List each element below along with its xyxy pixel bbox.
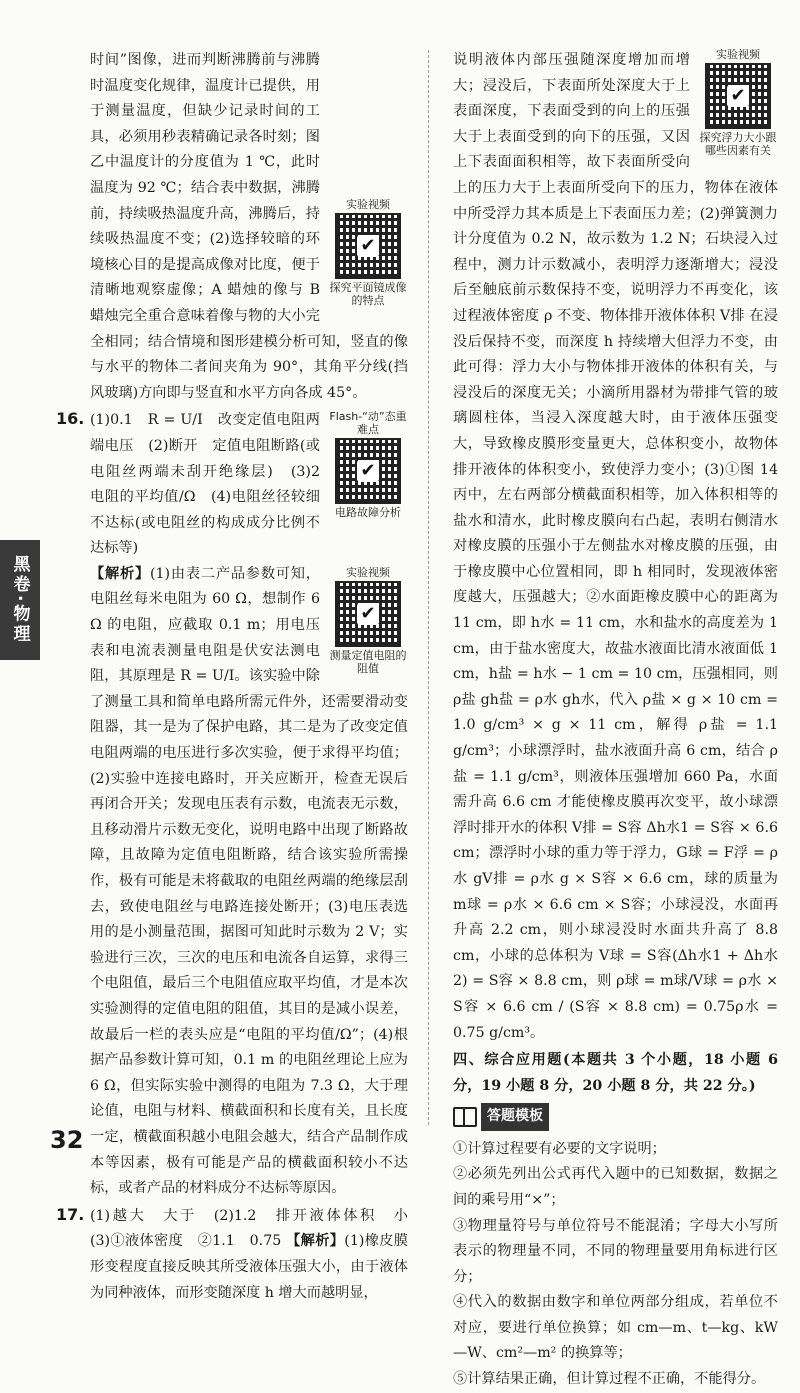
- qr-box-resistance[interactable]: [328, 566, 408, 675]
- subject-side-tab: 黑卷·物理: [0, 540, 40, 660]
- question-number: 16.: [56, 409, 85, 429]
- q15-answer-continued: 时间”图像，进而判断沸腾前与沸腾时温度变化规律，温度计已提供，用于测量温度，但缺少记录时间的工具，必须用秒表精确记录各时刻；图乙中温度计的分度值为 1 ℃，此时温度为 92 ℃；结合表中数据，沸腾前，持续吸热温度升高，沸腾后，持续吸热温度不变；(2)选择较暗的环境核心目的是提高成像对比度，便于清晰地观察虚像；A 蜡烛的像与 B 蜡烛完全重合意味着像与物的大小完全相同；结合情境和图形建模分析可知，竖直的像与水平的物体二者间夹角为 90°，其角平分线(挡风玻璃)方向即与竖直和水平方向各成 45°。: [90, 52, 408, 401]
- qr-code-icon[interactable]: [705, 63, 771, 129]
- qr-title: 实验视频: [346, 198, 390, 211]
- q16-answers: (1)0.1 R = U/I 改变定值电阻两端电压 (2)断开 定值电阻断路(或电阻丝两端未刮开绝缘层) (3)2 电阻的平均值/Ω (4)电阻丝径较细不达标(或电阻丝的构成成分比例不达标等): [90, 412, 335, 557]
- template-item: ③物理量符号与单位符号不能混淆；字母大小写所表示的物理量不同，不同的物理量要用角标进行区分；: [453, 1217, 778, 1285]
- template-item: ②必须先列出公式再代入题中的已知数据，数据之间的乘号用“×”；: [453, 1166, 778, 1208]
- template-label: 答题模板: [481, 1103, 549, 1131]
- qr-code-icon[interactable]: [335, 213, 401, 279]
- q17-analysis-continued: 说明液体内部压强随深度增加而增大；浸没后，下表面所处深度大于上表面深度，下表面受到的向上的压强大于上表面受到的向下的压强，又因上下表面面积相等，故下表面所受向上的压力大于上表面所受向下的压力，物体在液体中所受浮力其本质是上下表面压力差；(2)弹簧测力计分度值为 0.2 N，故示数为 1.2 N；石块浸入过程中，测力计示数减小，表明浮力逐渐增大；浸没后至触底前示数保持不变，说明浮力不再变化，该过程液体密度 ρ 不变、物体排开液体体积 V排 在浸没后保持不变，而深度 h 持续增大但浮力不变，由此可得：浮力大小与物体排开液体的体积有关，与浸没后的深度无关；小滴所用器材为带排气管的玻璃圆柱体，当浸入深度越大时，由于液体压强变大，导致橡皮膜形变量更大，总体积变小，故物体排开液体的体积变小，致使浮力变小；(3)①图 14 丙中，左右两部分横截面积相等，加入体积相等的盐水和清水，此时橡皮膜向右凸起，表明右侧清水对橡皮膜的压强小于左侧盐水对橡皮膜的压强，由于橡皮膜中心位置相同，即 h 相同时，发现液体密度越大，压强越大；②水面距橡皮膜中心的距离为 11 cm，即 h水 = 11 cm，水和盐水的高度差为 1 cm，由于盐水密度大，故盐水液面比清水液面低 1 cm，h盐 = h水 − 1 cm = 10 cm，压强相同，则 ρ盐 gh盐 = ρ水 gh水，代入 ρ盐 × g × 10 cm = 1.0 g/cm³ × g × 11 cm，解得 ρ盐 = 1.1 g/cm³；小球漂浮时，盐水液面升高 6 cm，结合 ρ盐 = 1.1 g/cm³，则液体压强增加 660 Pa，水面需升高 6.6 cm 才能使橡皮膜再次变平，故小球漂浮时排开水的体积 V排 = S容 Δh水1 = S容 × 6.6 cm；漂浮时小球的重力等于浮力，G球 = F浮 = ρ水 gV排 = ρ水 g × S容 × 6.6 cm，球的质量为 m球 = ρ水 × 6.6 cm × S容；小球浸没，水面再升高 2.2 cm，则小球浸没时水面共升高了 8.8 cm，小球的总体积为 V球 = S容(Δh水1 + Δh水2) = S容 × 8.8 cm，则 ρ球 = m球/V球 = ρ水 × S容 × 6.6 cm / (S容 × 8.8 cm) = 0.75ρ水 = 0.75 g/cm³。: [453, 52, 778, 1041]
- answer-template-heading: [453, 1103, 549, 1131]
- qr-box-buoyancy[interactable]: [698, 48, 778, 157]
- qr-title: Flash-“动”态重难点: [329, 410, 407, 437]
- page-number: 32: [50, 1126, 84, 1154]
- template-item: ①计算过程要有必要的文字说明；: [453, 1140, 666, 1157]
- qr-caption: 探究浮力大小跟哪些因素有关: [699, 131, 777, 157]
- template-item: ⑤计算结果正确，但计算过程不正确，不能得分。: [453, 1371, 766, 1388]
- qr-caption: 探究平面镜成像的特点: [329, 281, 407, 307]
- qr-box-mirror[interactable]: [328, 198, 408, 307]
- column-divider: [428, 50, 429, 1125]
- q16-analysis-text: (1)由表二产品参数可知，电阻丝每米电阻为 60 Ω，想制作 6 Ω 的电阻，应截取 0.1 m；用电压表和电流表测量电阻是伏安法测电阻，其原理是 R = U/I。该实验中除了测量工具和简单电路所需元件外，还需要滑动变阻器，其一是为了保护电路，其二是为了改变定值电阻两端的电压进行多次实验，便于求得平均值；(2)实验中连接电路时，开关应断开，检查无误后再闭合开关；发现电压表有示数，电流表无示数，且移动滑片示数无变化，说明电路中出现了断路故障，且故障为定值电阻断路，结合该实验所需操作，极有可能是未将截取的电阻丝两端的绝缘层刮去，致使电阻丝与电路连接处断开；(3)电压表选用的是小测量范围，据图可知此时示数为 2 V；实验进行三次，三次的电压和电流各自运算，求得三个电阻值，最后三个电阻值应取平均值，才是本次实验测得的定值电阻的阻值，其目的是减小误差，故最后一栏的表头应是“电阻的平均值/Ω”；(4)根据产品参数计算可知，0.1 m 的电阻丝理论上应为 6 Ω，但实际实验中测得的电阻为 7.3 Ω，大于理论值，电阻与材料、横截面积和长度有关，且长度一定，横截面积越小电阻会越大，结合产品制作成本等因素，极有可能是产品的横截面积较小不达标，或者产品的材料成分不达标等原因。: [90, 565, 408, 1197]
- qr-title: 实验视频: [346, 565, 390, 579]
- q17-answer: [56, 1202, 423, 1306]
- qr-box-circuit-fault[interactable]: [328, 410, 408, 519]
- q17-analysis-text: (1)橡皮膜形变程度直接反映其所受液体压强大小，由于液体为同种液体，而形变随深度 h 增大而越明显，: [90, 1233, 408, 1301]
- qr-code-icon[interactable]: [335, 438, 401, 504]
- analysis-tag: 【解析】: [286, 1233, 345, 1250]
- qr-code-icon[interactable]: [335, 581, 401, 647]
- template-item: ④代入的数据由数字和单位两部分组成，若单位不对应，要进行单位换算；如 cm—m、t—kg、kW—W、cm²—m² 的换算等；: [453, 1294, 778, 1362]
- qr-caption: 电路故障分析: [335, 506, 401, 520]
- q17-answers: (1)越大 大于 (2)1.2 排开液体体积 小 (3)①液体密度 ②1.1 0.75: [90, 1207, 423, 1250]
- qr-caption: 测量定值电阻的阻值: [329, 648, 407, 675]
- qr-title: 实验视频: [716, 48, 760, 61]
- question-number: 17.: [56, 1204, 85, 1224]
- book-icon: [453, 1107, 477, 1127]
- right-column: [453, 48, 778, 1393]
- analysis-tag: 【解析】: [90, 565, 150, 582]
- section-heading: 四、综合应用题(本题共 3 个小题，18 小题 6 分，19 小题 8 分，20 小题 8 分，共 22 分。): [453, 1052, 778, 1094]
- left-column: [56, 48, 423, 1306]
